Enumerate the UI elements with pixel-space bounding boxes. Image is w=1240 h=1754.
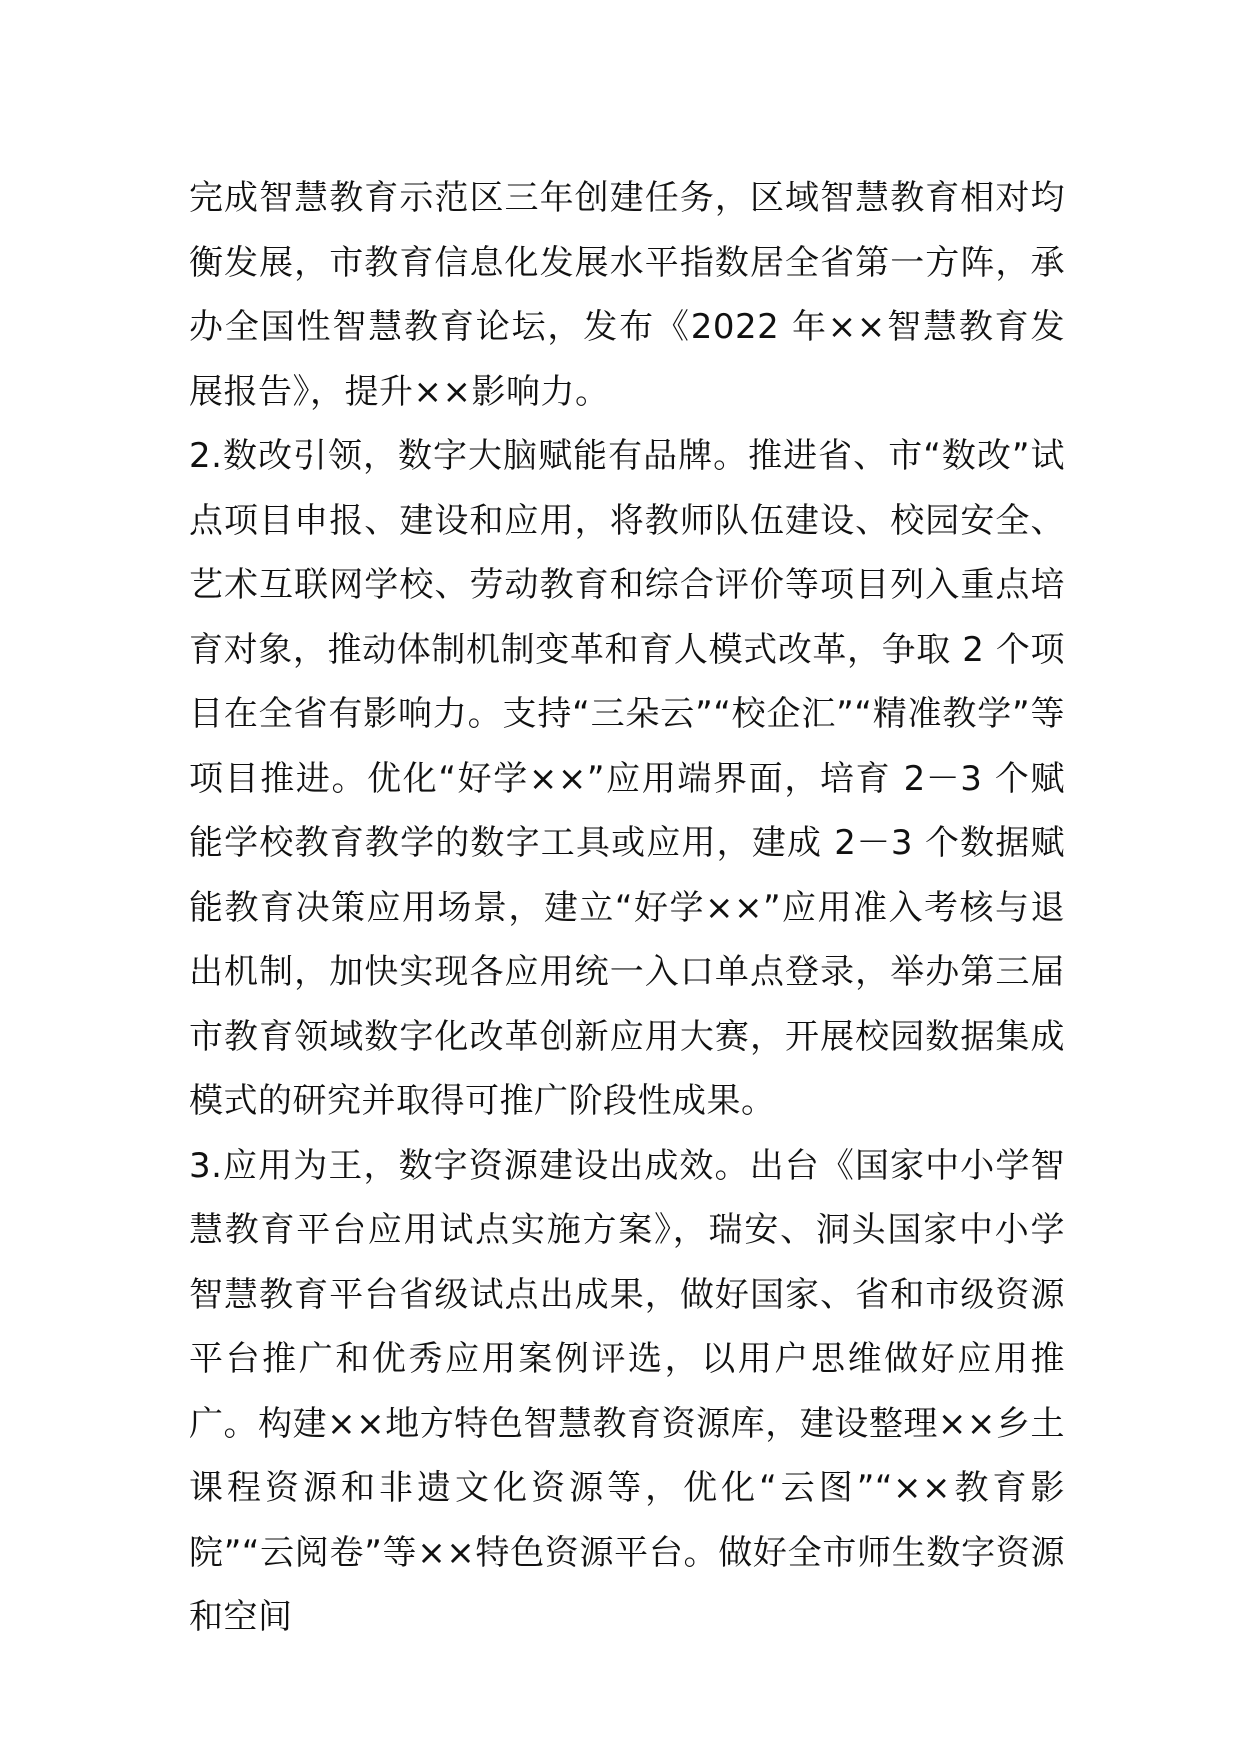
document-page — [189, 166, 1065, 1650]
paragraph-section-2: 2.数改引领，数字大脑赋能有品牌。推进省、市“数改”试点项目申报、建设和应用，将教师队伍建设、校园安全、艺术互联网学校、劳动教育和综合评价等项目列入重点培育对象，推动体制机制变革和育人模式改革，争取 2 个项目在全省有影响力。支持“三朵云”“校企汇”“精准教学”等项目推进。优化“好学××”应用端界面，培育 2－3 个赋能学校教育教学的数字工具或应用，建成 2－3 个数据赋能教育决策应用场景，建立“好学××”应用准入考核与退出机制，加快实现各应用统一入口单点登录，举办第三届市教育领域数字化改革创新应用大赛，开展校园数据集成模式的研究并取得可推广阶段性成果。 — [189, 436, 1065, 1121]
paragraph-section-3: 3.应用为王，数字资源建设出成效。出台《国家中小学智慧教育平台应用试点实施方案》，瑞安、洞头国家中小学智慧教育平台省级试点出成果，做好国家、省和市级资源平台推广和优秀应用案例评选，以用户思维做好应用推广。构建××地方特色智慧教育资源库，建设整理××乡土课程资源和非遗文化资源等，优化“云图”“××教育影院”“云阅卷”等××特色资源平台。做好全市师生数字资源和空间 — [189, 1145, 1065, 1637]
paragraph-intro: 完成智慧教育示范区三年创建任务，区域智慧教育相对均衡发展，市教育信息化发展水平指数居全省第一方阵，承办全国性智慧教育论坛，发布《2022 年××智慧教育发展报告》，提升××影响力。 — [189, 178, 1065, 412]
